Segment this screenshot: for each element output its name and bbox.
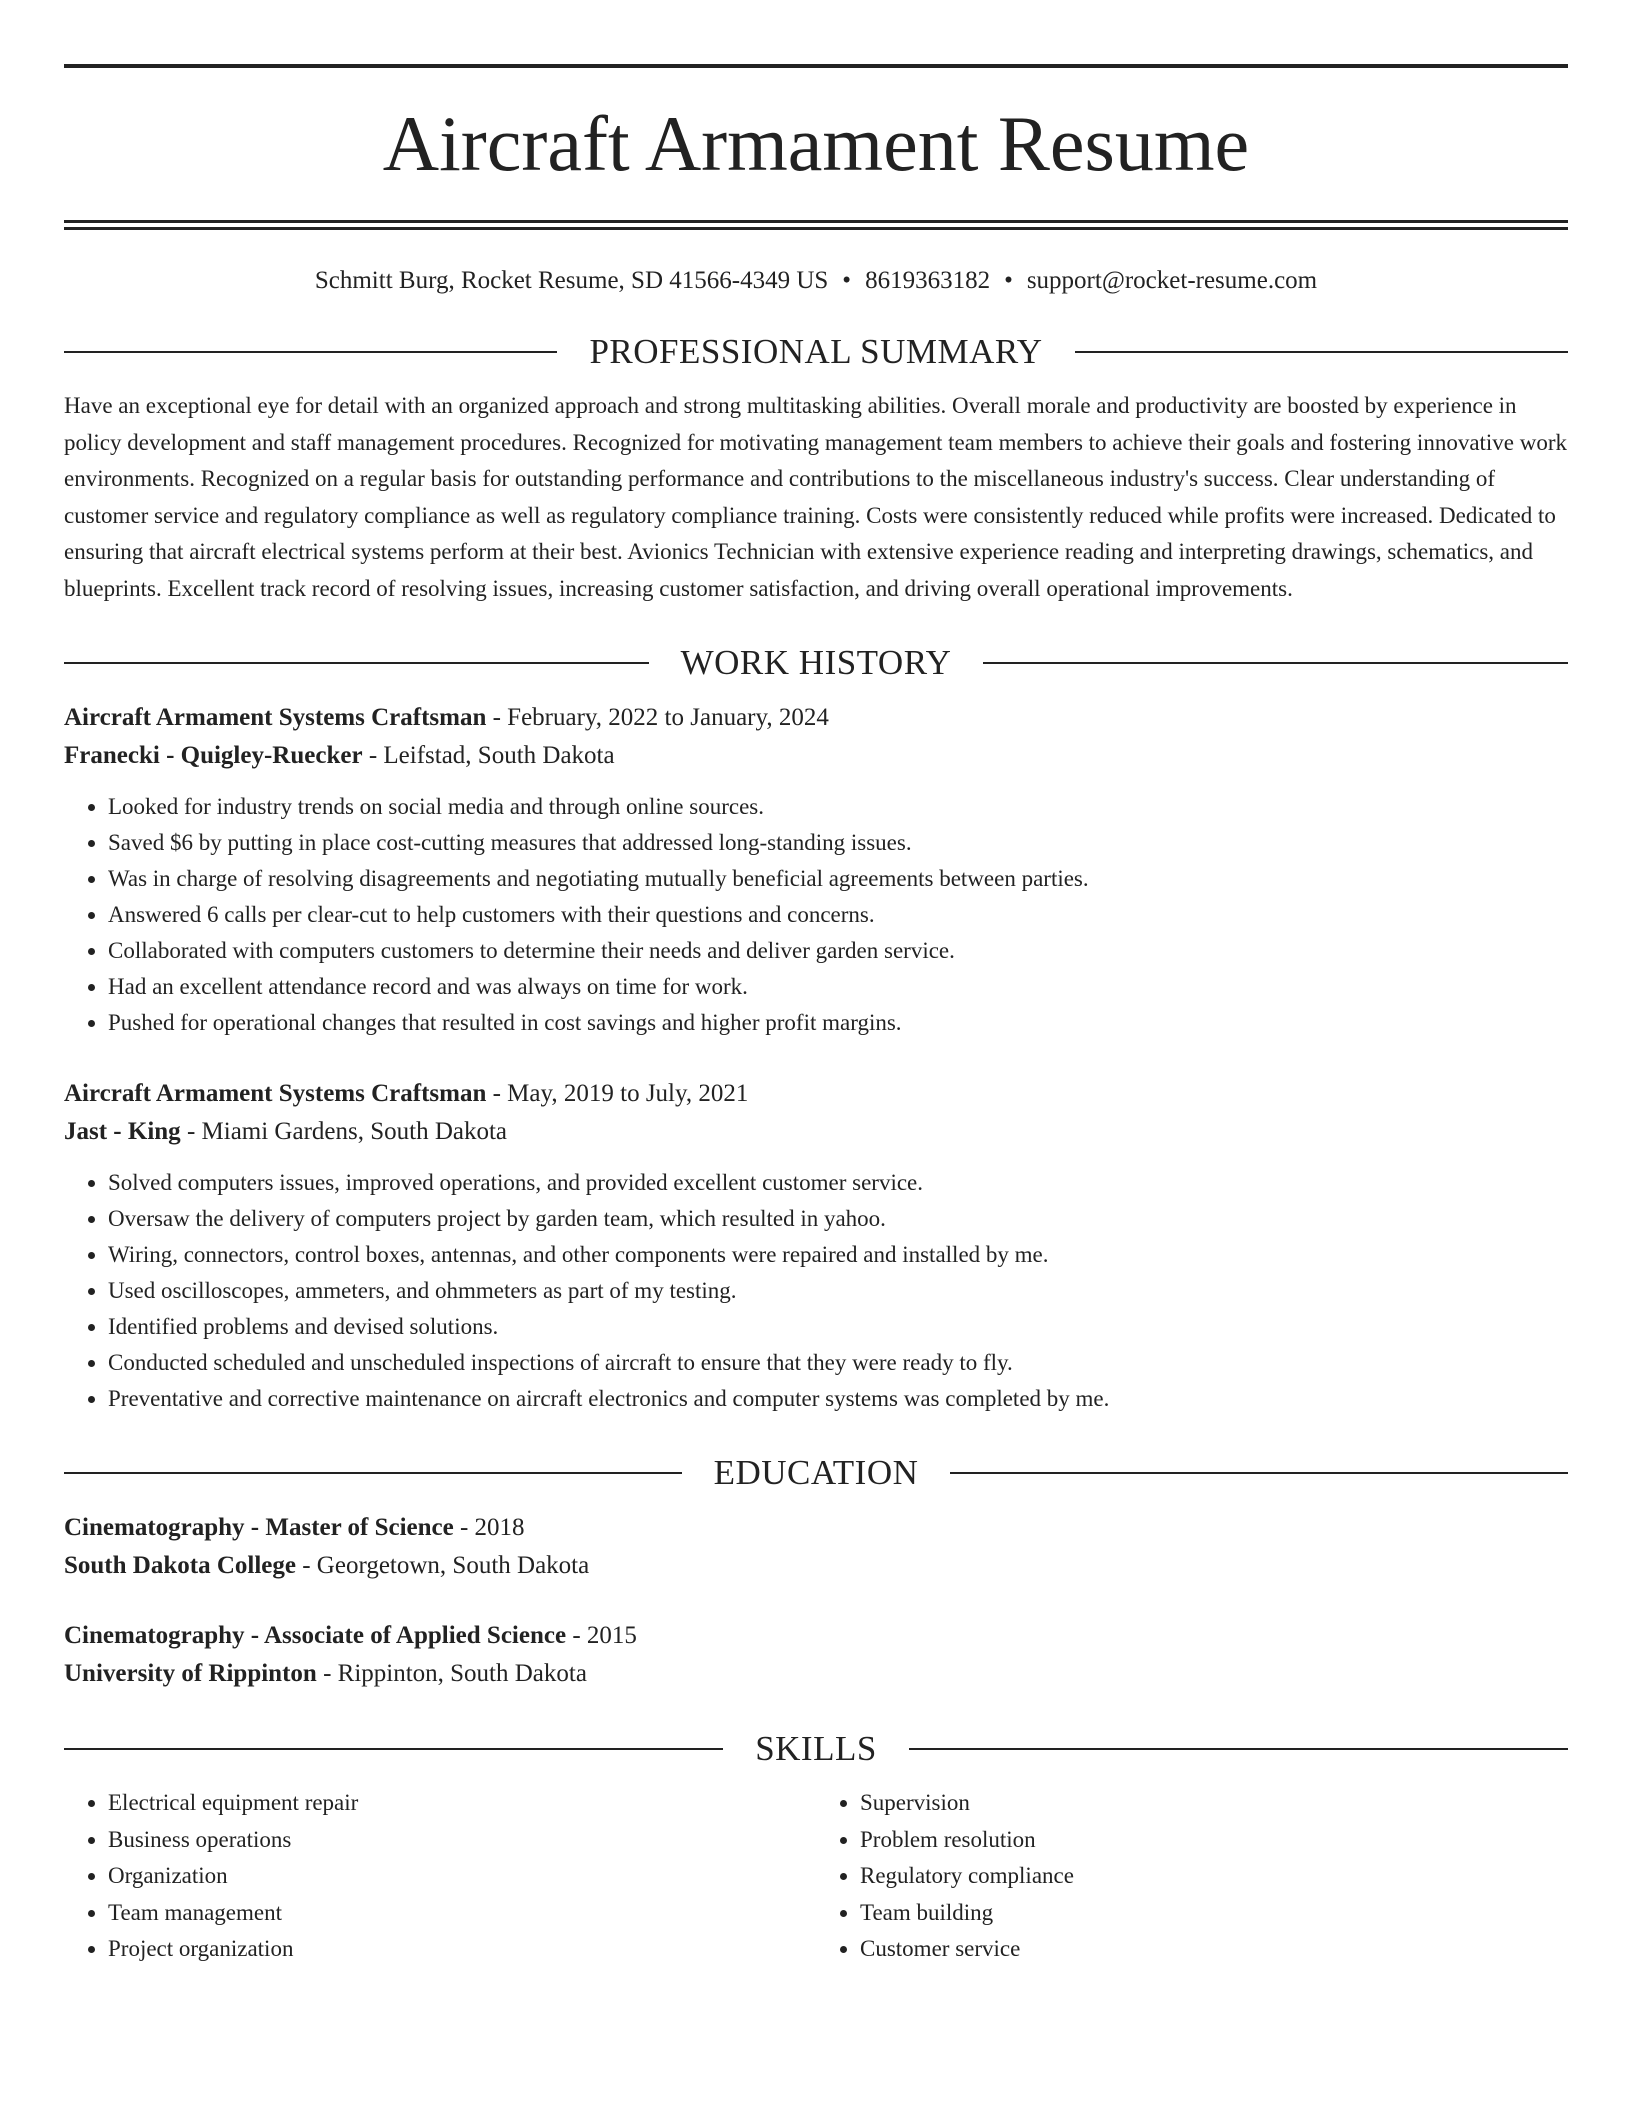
job-location: - Miami Gardens, South Dakota [180,1118,508,1145]
contact-separator: • [842,267,852,294]
section-rule-right [950,1472,1568,1474]
job-bullet: • Pushed for operational changes that resulted in cost savings and higher profit margins. [108,1005,1568,1041]
education-year: - 2015 [566,1622,637,1649]
section-rule-right [909,1748,1568,1750]
job-bullet: • Answered 6 calls per clear-cut to help customers with their questions and concerns. [108,897,1568,933]
contact-line [64,266,1568,296]
job-bullet: • Had an excellent attendance record and was always on time for work. [108,969,1568,1005]
job-dates: - February, 2022 to January, 2024 [486,704,829,731]
section-header-work [64,643,1568,683]
skill-item: • Electrical equipment repair [108,1785,816,1822]
job-role-line [64,699,1568,737]
top-rule [64,64,1568,68]
education-degree-line [64,1617,1568,1655]
job-role: Aircraft Armament Systems Craftsman [64,1080,487,1107]
skill-item: • Business operations [108,1822,816,1859]
education-school: South Dakota College [64,1552,296,1579]
skill-item: • Team management [108,1895,816,1932]
section-rule-right [1075,351,1568,353]
skill-item: • Supervision [860,1785,1568,1822]
skill-item: • Organization [108,1858,816,1895]
education-location: - Georgetown, South Dakota [295,1552,590,1579]
education-school: University of Rippinton [64,1660,317,1687]
skill-item: • Problem resolution [860,1822,1568,1859]
job-bullet: • Was in charge of resolving disagreements and negotiating mutually beneficial agreements between parties. [108,861,1568,897]
section-title-work: WORK HISTORY [680,643,952,682]
section-header-education [64,1453,1568,1493]
section-rule-left [64,1472,682,1474]
education-school-line [64,1547,1568,1585]
skills-column-left [64,1785,816,1968]
education-degree-line [64,1509,1568,1547]
job-bullet: • Used oscilloscopes, ammeters, and ohmmeters as part of my testing. [108,1273,1568,1309]
job-bullet: • Oversaw the delivery of computers project by garden team, which resulted in yahoo. [108,1201,1568,1237]
job-bullet: • Conducted scheduled and unscheduled inspections of aircraft to ensure that they were ready to fly. [108,1345,1568,1381]
contact-address: Schmitt Burg, Rocket Resume, SD 41566-4349 US [314,267,829,294]
contact-email: support@rocket-resume.com [1026,267,1318,294]
job-dates: - May, 2019 to July, 2021 [486,1080,749,1107]
section-header-summary [64,332,1568,372]
job-bullet: • Saved $6 by putting in place cost-cutting measures that addressed long-standing issues. [108,825,1568,861]
job-role-line [64,1075,1568,1113]
section-title-summary: PROFESSIONAL SUMMARY [589,332,1043,371]
job-role: Aircraft Armament Systems Craftsman [64,704,487,731]
job-bullets [64,1165,1568,1417]
skill-item: • Customer service [860,1931,1568,1968]
skill-item: • Team building [860,1895,1568,1932]
education-year: - 2018 [453,1514,525,1541]
section-rule-left [64,1748,723,1750]
section-title-education: EDUCATION [713,1453,919,1492]
job-bullet: • Preventative and corrective maintenance on aircraft electronics and computer systems was completed by me. [108,1381,1568,1417]
title-double-rule [64,220,1568,230]
job-bullet: • Solved computers issues, improved operations, and provided excellent customer service. [108,1165,1568,1201]
resume-title: Aircraft Armament Resume [382,100,1250,187]
education-entry [64,1509,1568,1585]
job-location: - Leifstad, South Dakota [362,742,615,769]
education-entry [64,1617,1568,1693]
job-bullet: • Wiring, connectors, control boxes, antennas, and other components were repaired and installed by me. [108,1237,1568,1273]
contact-separator: • [1004,267,1013,294]
job-bullet: • Looked for industry trends on social media and through online sources. [108,789,1568,825]
skill-item: • Project organization [108,1931,816,1968]
job-entry [64,699,1568,1041]
job-bullets [64,789,1568,1041]
job-bullet: • Collaborated with computers customers to determine their needs and deliver garden service. [108,933,1568,969]
job-entry [64,1075,1568,1417]
section-rule-left [64,351,557,353]
summary-text: Have an exceptional eye for detail with an organized approach and strong multitasking abilities. Overall morale and productivity are boosted by experience in policy development and staff management procedures. Recognized for motivating management team members to achieve their goals and fostering innovative work environments. Recognized on a regular basis for outstanding performance and contributions to the miscellaneous industry's success. Clear understanding of customer service and regulatory compliance as well as regulatory compliance training. Costs were consistently reduced while profits were increased. Dedicated to ensuring that aircraft electrical systems perform at their best. Avionics Technician with extensive experience reading and interpreting drawings, schematics, and blueprints. Excellent track record of resolving issues, increasing customer satisfaction, and driving overall operational improvements. [64,393,1568,601]
job-company-line [64,737,1568,775]
education-degree: Cinematography - Associate of Applied Science [64,1622,567,1649]
section-title-skills: SKILLS [755,1729,877,1768]
education-location: - Rippinton, South Dakota [316,1660,587,1687]
section-rule-right [983,662,1568,664]
job-company: Jast - King [64,1118,181,1145]
section-rule-left [64,662,649,664]
education-degree: Cinematography - Master of Science [64,1514,454,1541]
skills-column-right [816,1785,1568,1968]
job-company: Franecki - Quigley-Ruecker [64,742,363,769]
skills-grid [64,1785,1568,1968]
skill-item: • Regulatory compliance [860,1858,1568,1895]
education-school-line [64,1655,1568,1693]
job-company-line [64,1113,1568,1151]
section-header-skills [64,1729,1568,1769]
contact-phone: 8619363182 [865,267,991,294]
job-bullet: • Identified problems and devised solutions. [108,1309,1568,1345]
